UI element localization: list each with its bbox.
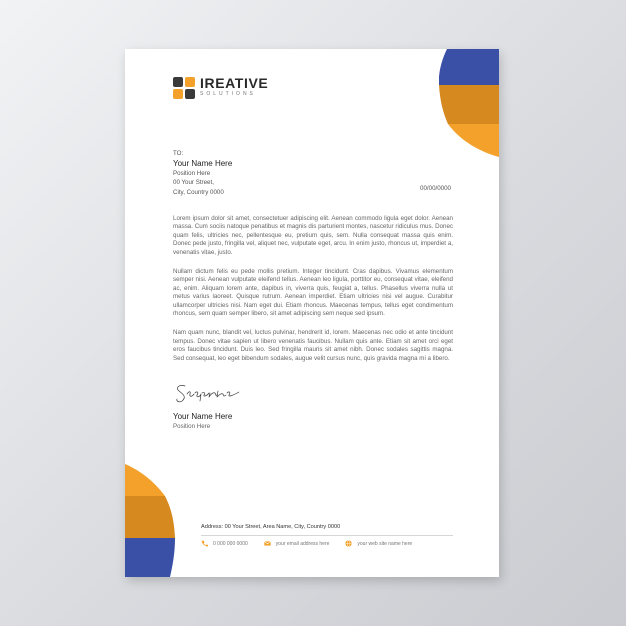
footer-address: Address: 00 Your Street, Area Name, City, Country 0000 [201, 524, 341, 530]
footer-divider [201, 535, 453, 536]
letterhead-page [125, 49, 499, 577]
phone-number: 0 000 000 0000 [213, 540, 248, 547]
phone-icon [201, 540, 208, 547]
envelope-icon [264, 540, 271, 547]
letter-body [173, 215, 453, 374]
footer-email [264, 540, 330, 547]
company-logo [173, 76, 268, 102]
recipient-position: Position Here [173, 169, 211, 177]
to-label: TO: [173, 150, 184, 157]
globe-icon [345, 540, 352, 547]
footer-contacts [201, 540, 461, 547]
handwritten-signature [173, 380, 243, 406]
top-right-decoration [439, 49, 499, 159]
company-name: IREATIVE [200, 75, 269, 91]
letter-date: 00/00/0000 [420, 185, 451, 192]
recipient-street: 00 Your Street, [173, 179, 214, 187]
footer-website [345, 540, 412, 547]
four-squares-logo-icon [173, 77, 195, 99]
paragraph-2: Nullam dictum felis eu pede mollis pretium. Integer tincidunt. Cras dapibus. Vivamus elementum semper nisi. Aenean vulputate eleifend tellus. Aenean leo ligula, porttitor eu, consequat vitae, eleifend ac, enim. Aliquam lorem ante, dapibus in, viverra quis, feugiat a, tellus. Phasellus viverra nulla ut metus varius laoreet. Quisque rutrum. Aenean imperdiet. Etiam ultricies nisi vel augue. Curabitur ullamcorper ultricies nisi. Nam eget dui. Etiam rhoncus. Maecenas tempus, tellus eget condimentum rhoncus, sem quam semper libero, sit amet adipiscing sem neque sed ipsum. [173, 268, 453, 318]
paragraph-3: Nam quam nunc, blandit vel, luctus pulvinar, hendrerit id, lorem. Maecenas nec odio et ante tincidunt tempus. Donec vitae sapien ut libero venenatis faucibus. Nullam quis ante. Etiam sit amet orci eget eros faucibus tincidunt. Duis leo. Sed fringilla mauris sit amet nibh. Donec sodales sagittis magna. Sed consequat, leo eget bibendum sodales, augue velit cursus nunc, quis gravida magna mi a libero. [173, 329, 453, 362]
recipient-name: Your Name Here [173, 158, 233, 168]
website-name[interactable]: your web site name here [357, 540, 413, 547]
company-subtitle: SOLUTIONS [200, 91, 256, 97]
signatory-position: Position Here [173, 423, 211, 430]
recipient-city: City, Country 0000 [173, 188, 224, 196]
paragraph-1: Lorem ipsum dolor sit amet, consectetuer adipiscing elit. Aenean commodo ligula eget dolor. Aenean massa. Cum sociis natoque penatibus et magnis dis parturient montes, nascetur ridiculus mus. Donec quam felis, ultricies nec, pellentesque eu, pretium quis, sem. Nulla consequat massa quis enim. Donec pede justo, fringilla vel, aliquet nec, vulputate eget, arcu. In enim justo, rhoncus ut, imperdiet a, venenatis vitae, justo. [173, 215, 453, 256]
email-address[interactable]: your email address here [275, 540, 330, 547]
recipient-block [173, 149, 232, 197]
footer-phone [201, 540, 248, 547]
bottom-left-decoration [125, 464, 175, 577]
signatory-name: Your Name Here [173, 412, 233, 421]
